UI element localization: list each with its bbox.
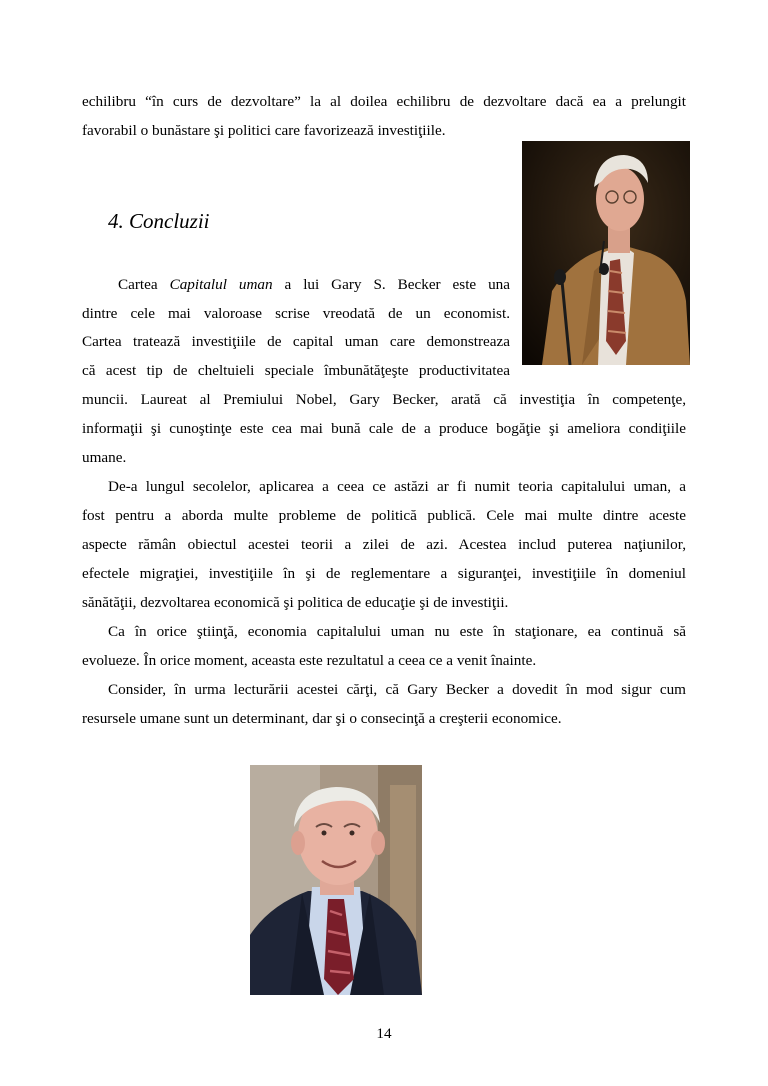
body-text-line: echilibru “în curs de dezvoltare” la al doilea echilibru de dezvoltare dacă ea a prelungit — [82, 93, 686, 110]
body-text-line: resursele umane sunt un determinant, dar şi o consecinţă a creşterii economice. — [82, 710, 562, 727]
body-text-line: aspecte rămân obiectul acestei teorii a zilei de azi. Acestea includ puterea naţiunilor, — [82, 536, 686, 553]
body-text-line: Cartea tratează investiţiile de capital uman care demonstreaza — [82, 333, 510, 350]
body-text-line: că acest tip de cheltuieli speciale îmbunătăţeşte productivitatea — [82, 362, 510, 379]
body-text-line — [118, 275, 510, 295]
speaker-photo — [522, 141, 690, 365]
body-text-line: evolueze. În orice moment, aceasta este rezultatul a ceea ce a venit înainte. — [82, 652, 537, 669]
text-span: Cartea — [118, 276, 170, 293]
body-text-line: favorabil o bunăstare şi politici care favorizează investiţiile. — [82, 122, 446, 139]
body-text-line: fost pentru a aborda multe probleme de politică publică. Cele mai multe dintre aceste — [82, 507, 686, 524]
body-text-line: umane. — [82, 449, 127, 466]
body-text-line: Ca în orice ştiinţă, economia capitalului uman nu este în staţionare, ea continuă să — [108, 623, 686, 640]
book-title: Capitalul uman — [169, 276, 273, 293]
body-text-line: muncii. Laureat al Premiului Nobel, Gary Becker, arată că investiţia în competenţe, — [82, 391, 686, 408]
body-text-line: Consider, în urma lecturării acestei cărţi, că Gary Becker a dovedit în mod sigur cum — [108, 681, 686, 698]
body-text-line: De-a lungul secolelor, aplicarea a ceea ce astăzi ar fi numit teoria capitalului uman, a — [108, 478, 686, 495]
section-heading: 4. Concluzii — [108, 209, 210, 233]
body-text-line: dintre cele mai valoroase scrise vreodată de un economist. — [82, 305, 510, 322]
text-span: a lui Gary S. Becker este una — [272, 276, 510, 293]
body-text-line: efectele migraţiei, investiţiile în şi de reglementare a siguranţei, investiţiile în domeniul — [82, 565, 686, 582]
body-text-line: informaţii şi cunoştinţe este cea mai bună cale de a produce bogăţie şi ameliora condiţiile — [82, 420, 686, 437]
body-text-line: sănătăţii, dezvoltarea economică şi politica de educaţie şi de investiţii. — [82, 594, 509, 611]
page-number: 14 — [376, 1025, 392, 1042]
portrait-photo — [250, 765, 422, 995]
